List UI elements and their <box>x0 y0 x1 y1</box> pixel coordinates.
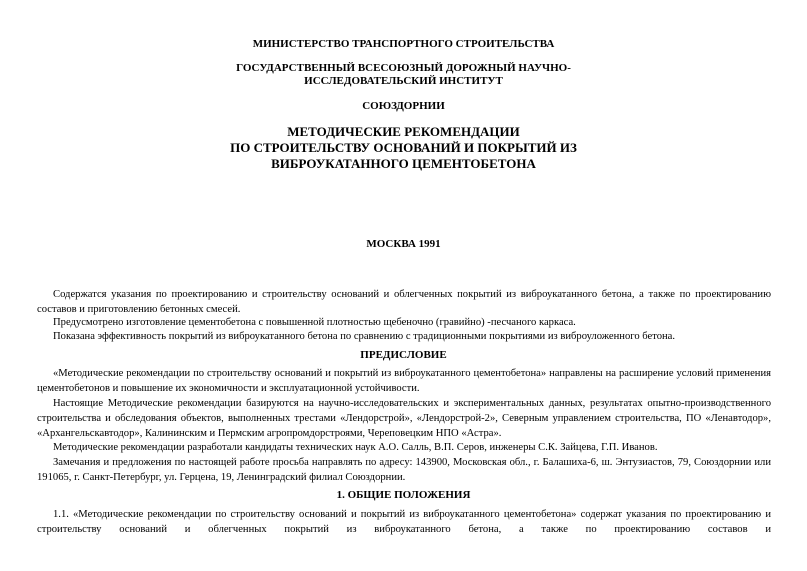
preface-heading: ПРЕДИСЛОВИЕ <box>360 349 447 361</box>
ministry-heading: МИНИСТЕРСТВО ТРАНСПОРТНОГО СТРОИТЕЛЬСТВА <box>252 38 555 50</box>
section-1-paragraph-1: 1.1. «Методические рекомендации по строительству оснований и покрытий из виброукатанного цементобетона» содержат указания по проектированию и строительству оснований и облегченных покрытий из виброукатанного бетона, а также по проектированию составов и <box>37 509 771 535</box>
abstract-paragraph-1: Содержатся указания по проектированию и строительству оснований и облегченных покрытий из виброукатанного бетона, а также по проектированию составов и приготовлению бетонных смесей. <box>37 289 771 315</box>
institute-heading-line1: ГОСУДАРСТВЕННЫЙ ВСЕСОЮЗНЫЙ ДОРОЖНЫЙ НАУЧНО- <box>236 62 571 74</box>
document-title-line3: ВИБРОУКАТАННОГО ЦЕМЕНТОБЕТОНА <box>271 156 536 171</box>
preface-paragraph-3: Методические рекомендации разработали кандидаты технических наук А.О. Салль, В.П. Серов, инженеры С.К. Зайцева, Г.П. Иванов. <box>53 442 658 453</box>
preface-paragraph-2: Настоящие Методические рекомендации базируются на научно-исследовательских и экспериментальных данных, результатах опытно-производственного строительства и обследования объектов, выполненных трестами «Лендорстрой», «Лендорстрой-2», Северным управлением строительства, ПО «Ленавтодор», «Архангельскавтодор», Калининским и Пермским агропромдорстроями, Череповецким НПО «Астра». <box>37 398 771 439</box>
document-title-line1: МЕТОДИЧЕСКИЕ РЕКОМЕНДАЦИИ <box>287 124 520 139</box>
document-title-line2: ПО СТРОИТЕЛЬСТВУ ОСНОВАНИЙ И ПОКРЫТИЙ ИЗ <box>230 140 577 155</box>
abstract-paragraph-3: Показана эффективность покрытий из виброукатанного бетона по сравнению с традиционными покрытиями из виброуложенного бетона. <box>53 331 676 342</box>
preface-paragraph-4: Замечания и предложения по настоящей работе просьба направлять по адресу: 143900, Московская обл., г. Балашиха-6, ш. Энтузиастов, 79, Союздорнии или 191065, г. Санкт-Петербург, ул. Герцена, 19, Ленинградский филиал Союздорнии. <box>37 457 771 483</box>
section-1-heading: 1. ОБЩИЕ ПОЛОЖЕНИЯ <box>336 489 471 501</box>
institute-heading-line2: ИССЛЕДОВАТЕЛЬСКИЙ ИНСТИТУТ <box>304 75 503 87</box>
organization-name: СОЮЗДОРНИИ <box>362 100 445 112</box>
preface-paragraph-1: «Методические рекомендации по строительству оснований и покрытий из виброукатанного цементобетона» направлены на расширение условий применения цементобетонов и повышение их экономичности и эксплуатационной устойчивости. <box>37 368 771 394</box>
city-year: МОСКВА 1991 <box>366 238 441 250</box>
abstract-paragraph-2: Предусмотрено изготовление цементобетона с повышенной плотностью щебеночно (гравийно) -песчаного каркаса. <box>53 317 576 328</box>
